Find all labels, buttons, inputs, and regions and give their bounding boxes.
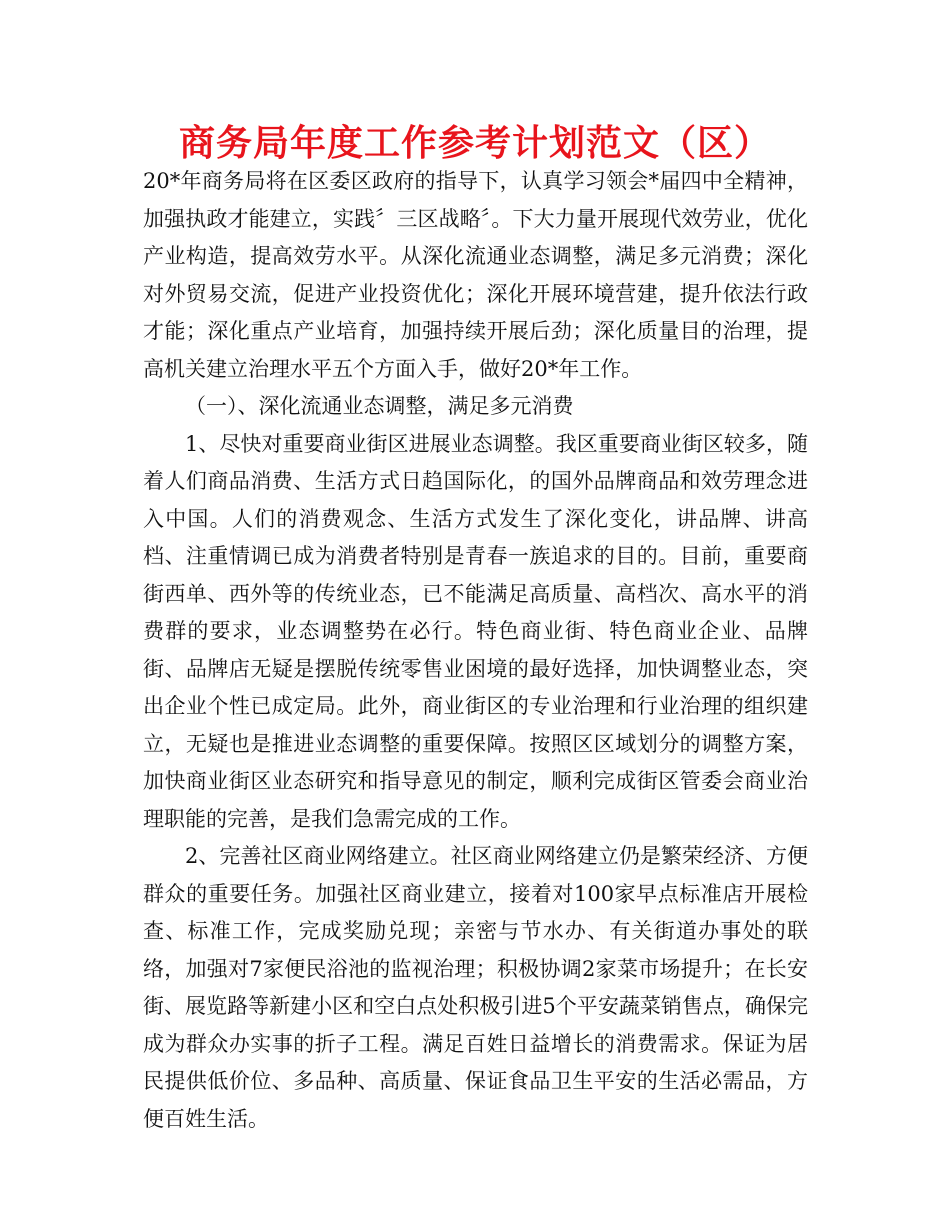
document-title: 商务局年度工作参考计划范文（区） bbox=[178, 123, 771, 164]
section-heading: （一）、深化流通业态调整，满足多元消费 bbox=[185, 394, 574, 418]
item-1-paragraph: 1、尽快对重要商业街区进展业态调整。我区重要商业街区较多，随着人们商品消费、生活方式日趋国际化，的国外品牌商品和效劳理念进入中国。人们的消费观念、生活方式发生了深化变化，讲品牌、讲高档、注重情调已成为消费者特别是青春一族追求的目的。目前，重要商街西单、西外等的传统业态，已不能满足高质量、高档次、高水平的消费群的要求，业态调整势在必行。特色商业街、特色商业企业、品牌街、品牌店无疑是摆脱传统零售业困境的最好选择，加快调整业态，突出企业个性已成定局。此外，商业街区的专业治理和行业治理的组织建立，无疑也是推进业态调整的重要保障。按照区区域划分的调整方案，加快商业街区业态研究和指导意见的制定，顺利完成街区管委会商业治理职能的完善，是我们急需完成的工作。 bbox=[143, 431, 808, 831]
item-2-paragraph: 2、完善社区商业网络建立。社区商业网络建立仍是繁荣经济、方便群众的重要任务。加强社区商业建立，接着对100家早点标准店开展检查、标准工作，完成奖励兑现；亲密与节水办、有关街道办事处的联络，加强对7家便民浴池的监视治理；积极协调2家菜市场提升；在长安街、展览路等新建小区和空白点处积极引进5个平安蔬菜销售点，确保完成为群众办实事的折子工程。满足百姓日益增长的消费需求。保证为居民提供低价位、多品种、高质量、保证食品卫生平安的生活必需品，方便百姓生活。 bbox=[143, 844, 808, 1131]
intro-paragraph: 20*年商务局将在区委区政府的指导下，认真学习领会*届四中全精神，加强执政才能建立，实践〞三区战略〞。下大力量开展现代效劳业，优化产业构造，提高效劳水平。从深化流通业态调整，满足多元消费；深化对外贸易交流，促进产业投资优化；深化开展环境营建，提升依法行政才能；深化重点产业培育，加强持续开展后劲；深化质量目的治理，提高机关建立治理水平五个方面入手，做好20*年工作。 bbox=[143, 169, 808, 381]
document-body bbox=[143, 163, 808, 1138]
